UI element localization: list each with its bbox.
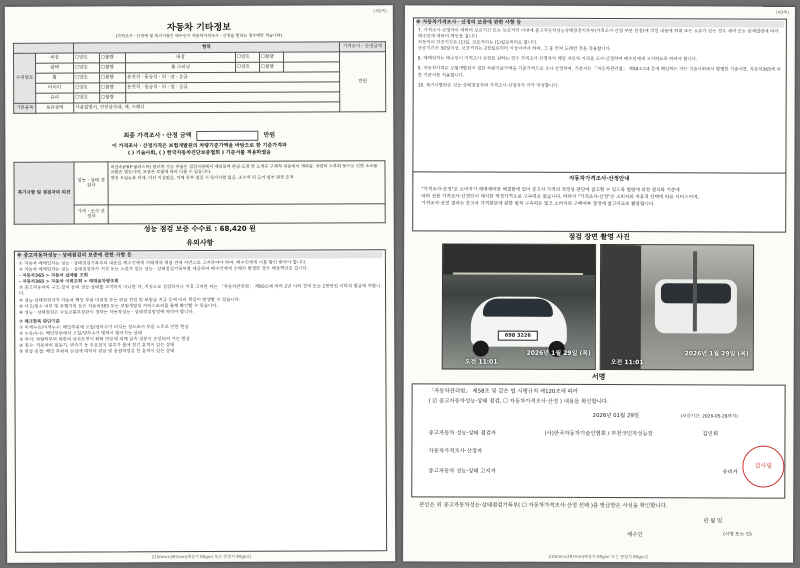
page-footer: 210mm×297mm[백상지 80g/㎡ 또는 중질지 80g/㎡] (151, 553, 251, 560)
special-notes-table: 특기사항 및 점검자의 의견 성능ㆍ상태 점검자 비금속(FRP·플라스틱) 탈부착 가능 부품은 점검사항에서 제외되며 판금·도장 및 도색은 구체적 내용에서 제외됨. 차량의 노후화 등으로 인한 소모품 교환은 별도이며, 보증은 부품에 따라 다를 수 있습니다. 엔진 오일누유 미세, 미션 이상없음, 차체 하부 점검 시 특이사항 없음. 조수석 뒤 도어 일부 판금 흔적 가격ㆍ조사 산정자 (13, 160, 385, 225)
table-row: 유리 ☐양호 ☐불량 (14, 92, 386, 104)
header-side: 가격조사ㆍ산정금액 (340, 42, 386, 52)
list-item: ② 자동차 매매업자는 성능ㆍ상태점검자가 거짓 또는 오류가 있는 성능ㆍ상태점검기록부를 제공하여 매수인에게 손해가 발생한 경우 배상책임을 집니다. (18, 266, 309, 273)
list-item: ② 누유/누수: 해당부위에서 오일/냉각수가 맺혀서 떨어지는 상태 (19, 331, 143, 337)
repair-label: 수리필요 (13, 53, 35, 103)
checkbox-bad[interactable]: ☐불량 (259, 52, 283, 62)
list-item: - 자동차365 > 자동차 이력조회 > 매매용차량조회 (18, 279, 119, 286)
page-title: 자동차 기타정보 (166, 22, 231, 34)
basis-line-1: 이 가격조사ㆍ산정가격은 보험개발원의 차량기준가액을 바탕으로 한 기준가격과 (112, 142, 287, 150)
list-item: ⑤ 사고/침수 여부 및 주행거리 등은 자동차365 또는 보험개발원 카히스토리를 통해 확인할 수 있습니다. (19, 303, 218, 310)
page-tag: (제2쪽) (373, 8, 387, 14)
notice-list (19, 260, 381, 356)
checkbox-bad[interactable]: ☐불량 (260, 62, 284, 72)
checkbox-good[interactable]: ☐양호 (74, 63, 100, 73)
checkbox-good[interactable]: ☐양호 (235, 52, 259, 62)
buyer-sign[interactable]: (서명 또는 인) (723, 532, 752, 538)
price-guide-box (412, 171, 786, 232)
car-windshield (483, 299, 553, 317)
price-warranty-box (412, 17, 787, 180)
table-row: 휠 ☐양호 ☐불량 운전석 · 동승석 · 뒤 · 앞 · 응급 (14, 72, 386, 84)
list-item: ⑤ 판금·용접: 해당 부위의 손상에 대하여 판금 및 용접작업을 한 흔적이 있는 상태 (19, 349, 175, 356)
guide-text: "가격조사·산정"은 소비자가 매매계약을 체결함에 있어 중고차 가격의 적정성 판단에 참고할 수 있도록 법령에 의한 절차와 기준에 따라 전문 가격조사·산정인이 제시한 적정가격으로 구속력은 없습니다. 따라서 "가격조사·산정"은 소비자의 자율적 선택에 따른 서비스이며, 가격조사·산정 결과는 중고차 가격판단에 관한 법적 구속력은 없고 소비자의 구매여부 결정에 참고자료로 활용됩니다. (421, 187, 699, 208)
list-item: ① 미세누유/미세누수: 해당부위에 오일/냉각수가 비치는 정도로서 부품 노후로 인한 현상 (19, 324, 189, 331)
signer-role: 중고자동차 성능·상태 고지자 (428, 468, 496, 475)
checkbox-bad[interactable]: ☐불량 (100, 73, 126, 83)
sign-date: 2026년 01월 29일 (592, 412, 640, 420)
list-item: 10. 특기사항란은 성능·상태점검자와 가격조사·산정자가 각각 작성합니다. (417, 83, 559, 89)
sign-check: ( ☑ 중고자동차성능·상태 점검, ☐ 자동차가격조사·산정 ) 내용을 확인합니다. (428, 398, 609, 406)
table-row: 광택 ☐양호 ☐불량 룸 크리닝 ☐양호 ☐불량 (14, 62, 386, 74)
checkbox-good[interactable]: ☐양호 (73, 53, 99, 63)
checkbox-good[interactable]: ☐양호 (74, 83, 100, 93)
list-item: 7. 가격조사·산정자의 대하여 보증기간 또는 보증거리 이내에 중고자동차성능상태점검기록부(가격조사·산정 부분 한정)에 적힌 내용에 허위 또는 오류가 있는 경우 계약 또는 관계법령에 따라 매수인에 대하여 책임을 집니다. (417, 28, 779, 40)
checkbox-good[interactable]: ☐양호 (74, 93, 100, 103)
top-list (418, 28, 782, 90)
list-item: 9. 자동차가격은 보험개발원이 정한 차량기준가액을 기준가격으로 조사·산정하며, 기준서는 「자동차관리법」 제58조의4 등에 해당하는 자는 기술사회에서 발행한 기준서를, 자동차365에 의한 기준서를 적용합니다. (417, 66, 781, 79)
signer-name: 유비카 (722, 469, 738, 476)
checkbox-good[interactable]: ☐양호 (236, 62, 260, 72)
checkbox-bad[interactable]: ☐불량 (100, 83, 126, 93)
signer-name: 김인희 (702, 431, 719, 438)
notice-title: 유의사항 (186, 238, 214, 248)
other-info-table (13, 41, 386, 114)
photo-title: 점검 장면 촬영 사진 (568, 232, 630, 242)
license-plate: 698 3226 (498, 331, 538, 341)
receipt-line: 본인은 위 중고자동차성능·상태점검기록부( ☐ 자동차가격조사·산정 선택 )를 발급받은 사실을 확인합니다. (419, 502, 668, 510)
photo-time: 오전 11:01 (610, 359, 644, 367)
left-page (5, 5, 395, 563)
photo-timestamp: 2026년 1월 29일 (목) (684, 350, 749, 358)
basis-line-2: ( ) 기술사회, ( ) 한국자동차진단보증협회 ) 기준서를 적용하였음 (127, 149, 272, 157)
list-item: 8. 매매업자는 매수인이 가격조사·산정을 원하는 경우 가격조사·산정자가 해당 자동차 가격을 조사·산정하여 매수인에게 고지하도록 하여야 합니다. (417, 56, 698, 63)
list-item: ④ 성능·상태점검자가 자동차 해당 부위 미점검 또는 판금 점검 및 보험금 지급 등에 따라 책임이 발생할 수 있습니다. (19, 297, 241, 304)
page-footer: 210mm×297mm[백상지 80g/㎡ 또는 중질지 80g/㎡] (548, 553, 648, 560)
checkbox-good[interactable]: ☐양호 (74, 73, 100, 83)
side-value: 만원 (340, 52, 386, 112)
signer-role: 중고자동차 성능·상태 점검자 (428, 430, 497, 437)
official-seal: 검사필 (742, 446, 784, 488)
sign-law: 「자동차관리법」 제58조 및 같은 법 시행규칙 제120조에 따라 (428, 388, 578, 395)
list-item: ① 자동차 매매업자는 성능ㆍ상태점검기록부의 내용을 매수인에게 거래계약 체결 전에 서면으로 고지하여야 하며, 매수인에게 이를 확인 받아야 합니다. (18, 260, 307, 267)
special-label: 특기사항 및 점검자의 의견 (14, 162, 74, 224)
receipt-date: 년 월 일 (703, 518, 723, 525)
special-text-2: 엔진 오일누유 미세, 미션 이상없음, 차체 하부 점검 시 특이사항 없음. 조수석 뒤 도어 일부 판금 흔적 (110, 174, 294, 181)
header-item: 항목 (73, 42, 339, 53)
inspection-photo (442, 243, 596, 370)
checkbox-bad[interactable]: ☐불량 (100, 93, 126, 103)
table-row: 기본품목 보유상태 사용설명서, 안전삼각대, 잭, 스패너 (14, 102, 386, 114)
page-tag: (제3쪽) (775, 9, 789, 15)
amount-field[interactable] (197, 130, 259, 140)
basic-label: 기본품목 (14, 103, 36, 113)
special-text-1: 비금속(FRP·플라스틱) 탈부착 가능 부품은 점검사항에서 제외되며 판금·도장 및 도색은 구체적 내용에서 제외됨. 차량의 노후화 등으로 인한 소모품 교환은 별도이며, 보증은 부품에 따라 다를 수 있습니다. (110, 163, 378, 175)
photo-timestamp: 2026년 1월 29일 (목) (526, 349, 591, 357)
checkbox-bad[interactable]: ☐불량 (100, 63, 126, 73)
list-item: 자동차의 보증기간은 (1)일, 보증거리는 (1)킬로미터로 합니다. (417, 40, 538, 46)
top-head: ※ 자동차가격조사ㆍ산정의 보증에 관한 사항 등 (416, 19, 784, 27)
signer-role: 자동차가격조사·산정자 (428, 448, 483, 455)
signer-org: (사)한국자동차기술인협회 / 부천국민자성능장 (544, 430, 653, 438)
list-item: ③ 중고자동차의 구조·장치 등의 성능·상태를 고지하지 아니한 자, 거짓으로 점검하거나 거짓 고지한 자는 「자동차관리법」 제80조에 따라 2년 이하 징역 또는 2천만원 이하의 벌금에 처합니다. (19, 284, 381, 298)
lift-post (693, 251, 697, 331)
sign-title: 서명 (591, 372, 606, 382)
final-amount: 최종 가격조사ㆍ산정 금액 만원 (123, 131, 276, 140)
buyer-label: 매수인 (627, 532, 643, 539)
page-subtitle: (가격조사ㆍ산정액 및 특기사항은 매수인이 자동차가격조사ㆍ산정을 원하는 경우에만 적습니다) (115, 32, 283, 39)
photo-time: 오전 11:01 (464, 358, 498, 366)
sign-valid: (보증기간: 2026-05-28까지) (680, 414, 738, 420)
list-item: 보증기간은 30일이상, 보증거리는 2천킬로미터 이상이어야 하며, 그 중 먼저 도래한 것을 적용합니다. (417, 46, 612, 53)
checkbox-bad[interactable]: ☐불량 (99, 53, 125, 63)
list-item: ⑥ 성능ㆍ상태점검은 국토교통부장관이 정하는 자동차성능ㆍ상태점검방법에 따라야 합니다. (19, 309, 195, 316)
notice-box (14, 249, 387, 553)
notice-head: ※ 중고자동차성능ㆍ상태점검의 보증에 관한 사항 등 (17, 251, 383, 259)
table-row: 타이어 ☐양호 ☐불량 운전석 · 동승석 · 뒤 · 앞 · 응급 (14, 82, 386, 94)
check-head: ⑦ 체크항목 판단기준 (19, 319, 60, 325)
list-item: - 자동차365 > 자동차 실매물 조회 (18, 273, 88, 279)
list-item: ③ 부식: 차량하부와 외판의 금속표면이 화학 반응에 의해 금속 성분이 손실되어 가는 현상 (19, 337, 190, 343)
warranty-fee: 성능 점검 보증 수수료 : 68,420 원 (143, 224, 256, 234)
guide-head: 자동차가격조사·산정안내 (569, 175, 630, 183)
list-item: ④ 침수: 자동차의 원동기, 변속기 등 주요장치 일부가 물에 잠긴 흔적이 있는 상태 (19, 343, 175, 350)
sign-box (411, 383, 785, 498)
table-row: 수리필요 외장 ☐양호 ☐불량 내장 ☐양호 ☐불량 만원 (13, 52, 385, 64)
right-page (403, 5, 795, 562)
inspection-photo (600, 244, 754, 371)
